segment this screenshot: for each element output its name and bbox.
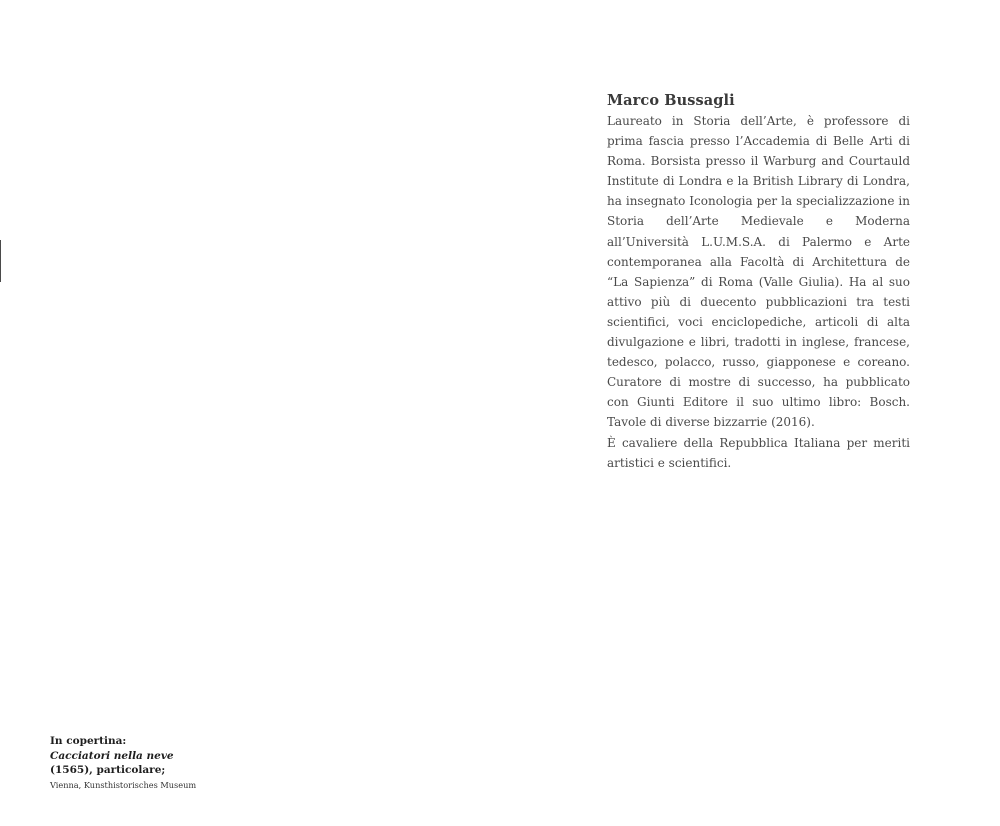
- author-bio: [607, 91, 910, 473]
- page-edge-mark: [0, 240, 1, 282]
- bio-paragraph-1: Laureato in Storia dell’Arte, è professore di prima fascia presso l’Accademia di Belle Arti di Roma. Borsista presso il Warburg and Courtauld Institute di Londra e la British Library di Londra, ha insegnato Iconologia per la specializzazione in Storia dell’Arte Medievale e Moderna all’Università L.U.M.S.A. di Palermo e Arte contemporanea alla Facoltà di Architettura de “La Sapienza” di Roma (Valle Giulia). Ha al suo attivo più di duecento pubblicazioni tra testi scientifici, voci enciclopediche, articoli di alta divulgazione e libri, tradotti in inglese, francese, tedesco, polacco, russo, giapponese e coreano. Curatore di mostre di successo, ha pubblicato con Giunti Editore il suo ultimo libro: Bosch. Tavole di diverse bizzarrie (2016).: [607, 114, 910, 430]
- author-name: Marco Bussagli: [607, 92, 735, 109]
- artwork-date: (1565), particolare;: [50, 764, 166, 776]
- bio-paragraph-2: È cavaliere della Repubblica Italiana per meriti artistici e scientifici.: [607, 435, 910, 470]
- caption-label: In copertina:: [50, 735, 127, 747]
- artwork-title: Cacciatori nella neve: [50, 749, 174, 762]
- artwork-location: Vienna, Kunsthistorisches Museum: [50, 779, 197, 790]
- cover-caption: [50, 734, 250, 792]
